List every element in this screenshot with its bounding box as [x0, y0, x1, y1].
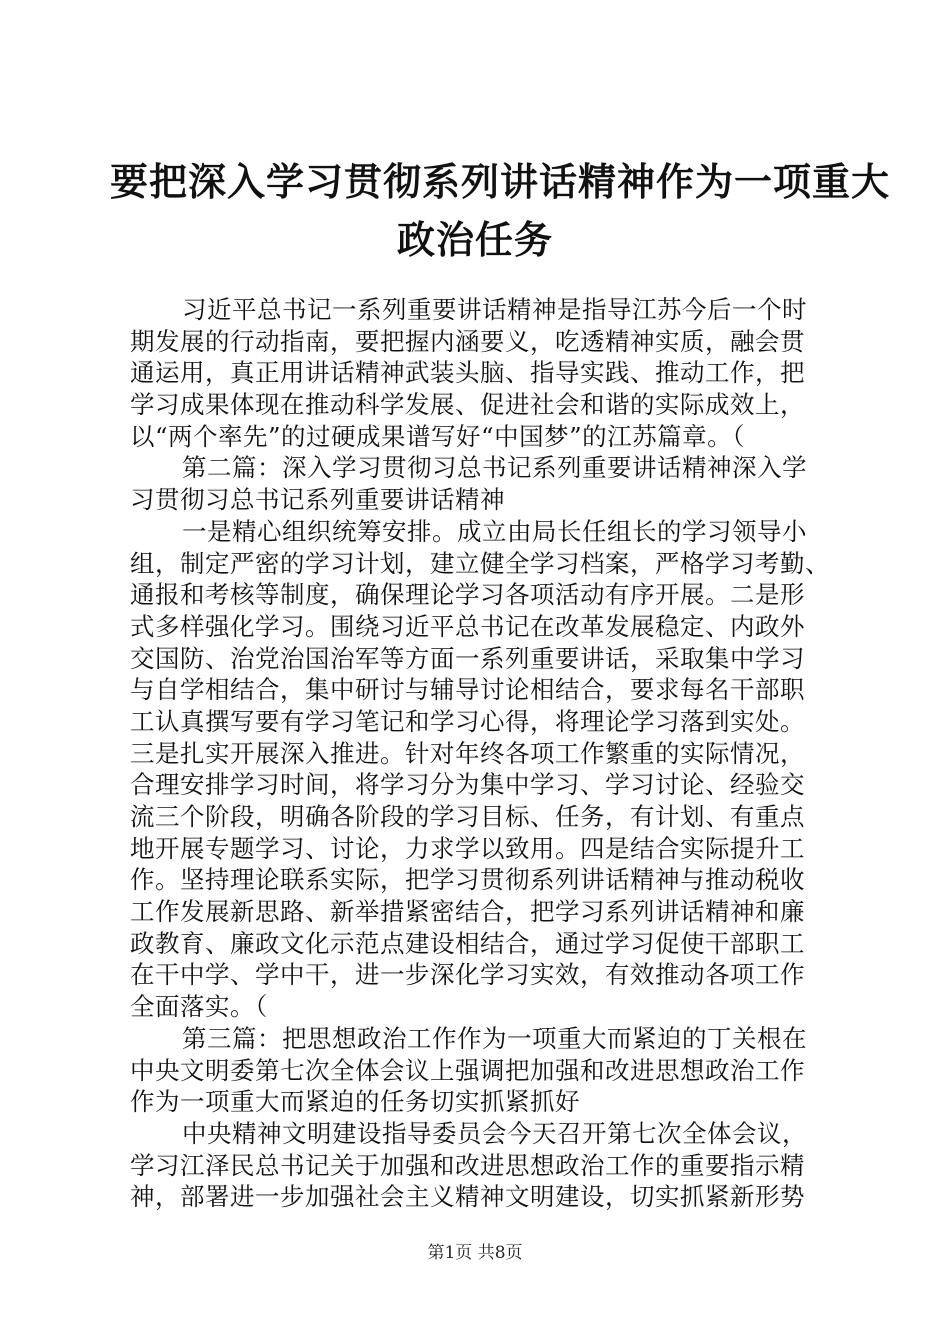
document-title-line-2: 政治任务 [396, 217, 553, 262]
section-heading-line: 习贯彻习总书记系列重要讲话精神 [130, 485, 505, 515]
document-title-line-1: 要把深入学习贯彻系列讲话精神作为一项重大 [110, 159, 891, 204]
document-body [130, 294, 830, 1213]
page-number-footer: 第1页 共8页 [427, 1243, 523, 1263]
body-line: 中央精神文明建设指导委员会今天召开第七次全体会议， [182, 1118, 807, 1148]
body-line: 学习江泽民总书记关于加强和改进思想政治工作的重要指示精 [130, 1150, 805, 1180]
section-heading-line: 第二篇：深入学习贯彻习总书记系列重要讲话精神深入学 [182, 453, 807, 483]
body-line: 工认真撰写要有学习笔记和学习心得，将理论学习落到实处。 [130, 706, 805, 736]
body-line: 流三个阶段，明确各阶段的学习目标、任务，有计划、有重点 [130, 802, 805, 831]
body-line: 政教育、廉政文化示范点建设相结合，通过学习促使干部职工 [130, 928, 805, 958]
body-line: 通报和考核等制度，确保理论学习各项活动有序开展。二是形 [130, 580, 805, 610]
body-line: 交国防、治党治国治军等方面一系列重要讲话，采取集中学习 [130, 643, 805, 673]
body-line: 学习成果体现在推动科学发展、促进社会和谐的实际成效上， [130, 390, 805, 420]
body-line: 工作发展新思路、新举措紧密结合，把学习系列讲话精神和廉 [130, 897, 805, 927]
body-line: 全面落实。（ [130, 992, 268, 1022]
body-line: 神，部署进一步加强社会主义精神文明建设，切实抓紧新形势 [130, 1182, 805, 1212]
body-line: 期发展的行动指南，要把握内涵要义，吃透精神实质，融会贯 [130, 326, 805, 356]
body-line: 与自学相结合，集中研讨与辅导讨论相结合，要求每名干部职 [130, 675, 805, 705]
body-line: 地开展专题学习、讨论，力求学以致用。四是结合实际提升工 [130, 833, 805, 863]
section-heading-line: 作为一项重大而紧迫的任务切实抓紧抓好 [130, 1087, 580, 1117]
body-line: 以“两个率先”的过硬成果谱写好“中国梦”的江苏篇章。（ [130, 421, 745, 451]
section-heading-line: 中央文明委第七次全体会议上强调把加强和改进思想政治工作 [130, 1055, 805, 1085]
body-line: 一是精心组织统筹安排。成立由局长任组长的学习领导小 [182, 516, 807, 546]
body-line: 式多样强化学习。围绕习近平总书记在改革发展稳定、内政外 [130, 611, 805, 641]
body-line: 组，制定严密的学习计划，建立健全学习档案，严格学习考勤、 [130, 548, 830, 578]
body-line: 合理安排学习时间，将学习分为集中学习、学习讨论、经验交 [130, 770, 805, 800]
section-heading-line: 第三篇：把思想政治工作作为一项重大而紧迫的丁关根在 [182, 1023, 807, 1053]
body-line: 在干中学、学中干，进一步深化学习实效，有效推动各项工作 [130, 960, 805, 990]
body-line: 通运用，真正用讲话精神武装头脑、指导实践、推动工作，把 [130, 358, 805, 388]
body-line: 三是扎实开展深入推进。针对年终各项工作繁重的实际情况， [130, 738, 805, 768]
body-line: 习近平总书记一系列重要讲话精神是指导江苏今后一个时 [182, 295, 807, 324]
body-line: 作。坚持理论联系实际，把学习贯彻系列讲话精神与推动税收 [130, 865, 805, 895]
